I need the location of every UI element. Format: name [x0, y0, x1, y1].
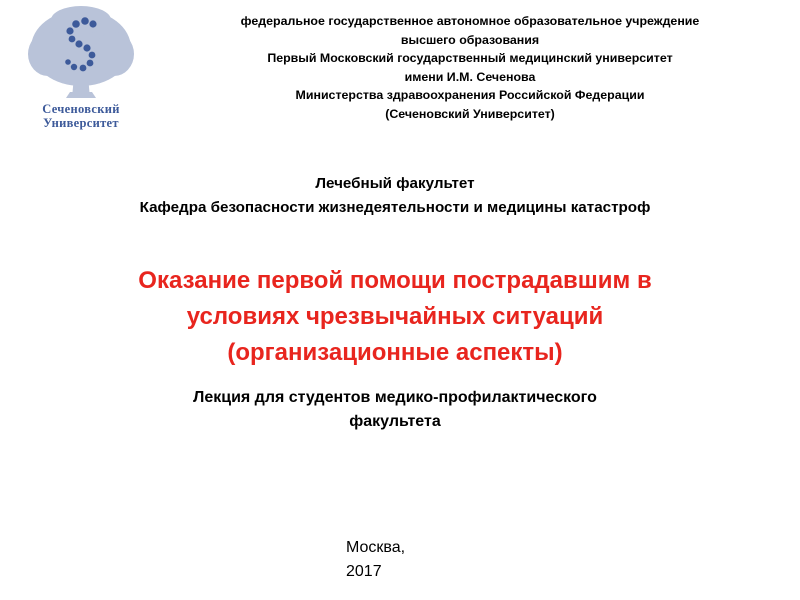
footer-year: 2017 — [346, 563, 382, 580]
subtitle-line-1: Лекция для студентов медико-профилактического — [193, 389, 597, 406]
faculty-name: Лечебный факультет — [315, 175, 475, 192]
subtitle-line-2: факультета — [349, 413, 441, 430]
title-line-1: Оказание первой помощи пострадавшим в — [138, 267, 652, 294]
lecture-subtitle — [60, 386, 730, 434]
header-line-1: федеральное государственное автономное образовательное учреждение — [240, 14, 700, 28]
logo-text-line-1: Сеченовский — [42, 102, 120, 116]
sechenov-tree-s-icon — [26, 6, 136, 102]
faculty-block — [0, 172, 790, 220]
footer-city: Москва, — [346, 539, 406, 556]
lecture-title — [0, 263, 790, 371]
header-line-4: имени И.М. Сеченова — [404, 69, 536, 84]
department-name: Кафедра безопасности жизнедеятельности и медицины катастроф — [139, 199, 651, 216]
header-line-3: Первый Московский государственный медицинский университет — [267, 51, 673, 65]
university-logo — [26, 6, 136, 130]
footer-block — [346, 536, 466, 584]
header-line-2: высшего образования — [400, 32, 540, 47]
header-line-5: Министерства здравоохранения Российской Федерации — [295, 88, 645, 102]
logo-text-line-2: Университет — [43, 116, 119, 130]
institution-header — [170, 12, 770, 123]
header-line-6: (Сеченовский Университет) — [385, 106, 555, 121]
title-line-3: (организационные аспекты) — [227, 339, 563, 366]
title-line-2: условиях чрезвычайных ситуаций — [186, 303, 604, 330]
